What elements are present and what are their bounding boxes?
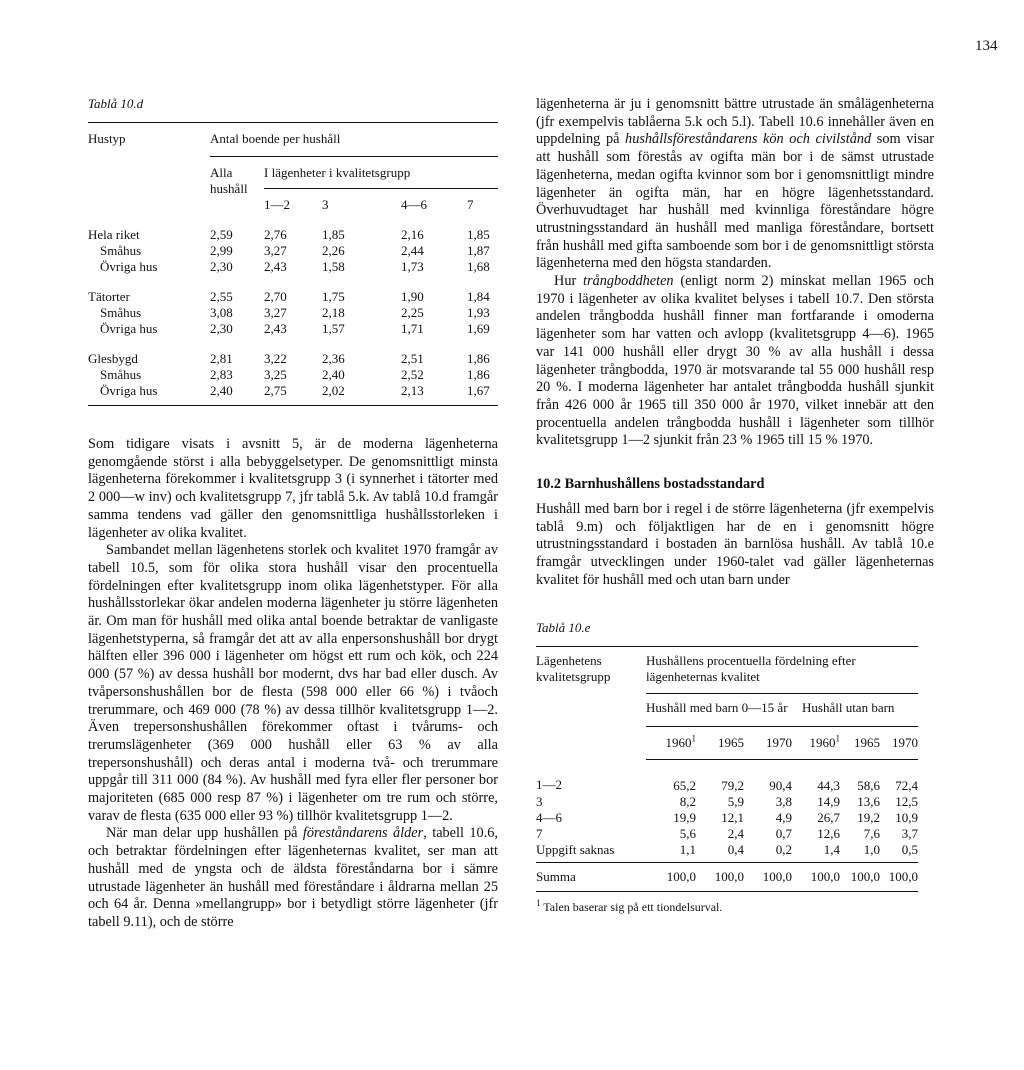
total-label: Summa [536,862,646,891]
table-cell: 3,27 [264,243,287,258]
table-row [536,759,918,794]
table-cell: 2,40 [210,383,264,406]
footnote-mark: 1 [536,897,541,908]
table-cell: 2,25 [401,305,424,320]
table-cell: 12,5 [895,793,918,809]
table-cell: 2,51 [401,351,424,366]
col-year [840,726,880,759]
year-label: 1960 [809,734,836,750]
table-cell: 5,6 [679,825,696,841]
table-cell: 19,9 [673,809,696,825]
col-hushallens-fordelning: Hushållens procentuella fördelning efter lägenheternas kvalitet [646,646,918,693]
table-cell: 1,67 [443,383,498,406]
table-cell: 3,22 [264,351,287,366]
table-cell: 1,85 [467,227,490,242]
col-group-1: 1—2 [264,189,322,228]
left-paragraph-3 [88,825,498,931]
table-cell: 0,2 [744,842,792,863]
table-cell: 0,5 [880,842,918,863]
left-p3-b: , tabell 10.6, och betraktar fördelningen efter lägenheternas kvalitet, ser man att hushåll med de yngsta och de äldsta föreståndarna bor i sämre utrustade lägenheter än hushåll med föreståndare i åldrarna mellan 25 och 64 år. Denna »mellangrupp» bor i betydligt större lägenheter (jfr tabell 9.11), och de större [88,825,498,930]
table-row [88,275,498,305]
left-p3-a: När man delar upp hushållen på [106,825,303,842]
table-row [536,810,918,826]
row-label: Övriga hus [100,321,158,336]
table-cell: 1,0 [840,842,880,863]
table-row [88,227,498,243]
table-cell: 1,73 [401,259,424,274]
total-cell: 100,0 [646,862,696,891]
table-row [536,842,918,863]
table-cell: 2,76 [264,227,287,242]
table-cell: 1,93 [467,305,490,320]
table-d-caption: Tablå 10.d [88,96,144,111]
year-label: 1965 [854,734,880,750]
table-cell: 2,52 [401,367,424,382]
row-label: Övriga hus [88,383,210,406]
col-year [646,726,696,759]
table-d [88,122,498,406]
table-cell: 1,75 [322,289,345,304]
total-cell: 100,0 [792,862,840,891]
table-cell: 1,69 [467,321,490,336]
total-row [536,862,918,891]
table-cell: 1,84 [467,289,490,304]
table-cell: 13,6 [857,793,880,809]
right-p2-emphasis: trångboddheten [583,273,674,290]
row-label: 1—2 [536,777,562,793]
table-cell: 1,68 [467,259,490,274]
year-footnote-mark: 1 [691,733,696,744]
table-cell: 14,9 [817,793,840,809]
table-cell: 1,4 [792,842,840,863]
table-cell: 26,7 [817,809,840,825]
row-label: Övriga hus [100,259,158,274]
table-row [88,243,498,259]
table-cell: 1,57 [322,321,345,336]
table-cell: 2,02 [322,383,385,406]
col-antal-boende [210,123,498,157]
table-cell: 90,4 [769,777,792,793]
col-lagenhetens-kvalitetsgrupp: Lägenhetens kvalitetsgrupp [536,646,646,759]
left-p3-emphasis: föreståndarens ålder [302,825,424,842]
right-p2-b: (enligt norm 2) minskat mellan 1965 och 1970 i lägenheter av olika kvalitet belyses i tabell 10.7. Den största andelen trångbodda hushåll finner man fortfarande i omoderna lägenheter som har vatten och avlopp (kvalitetsgrupp 4—6). 1965 var 141 000 hushåll eller drygt 30 % av alla hushåll i dessa lägenheter trångbodda, 1970 är motsvarande tal 55 000 hushåll resp 20 %. I moderna lägenheter har antalet trångbodda hushåll sjunkit från 426 000 år 1965 till 350 000 år 1970, vilket innebär att den procentuella andelen trångbodda hushåll i lägenheter som tillhör kvalitetsgrupp 1—2 sjunkit från 23 % 1965 till 15 % 1970. [536,273,935,449]
col-lagenheter-kvalitetsgrupp: I lägenheter i kvalitetsgrupp [264,157,498,189]
table-cell: 2,44 [401,243,424,258]
left-column [88,96,498,932]
year-label: 1970 [892,734,918,750]
page-number: 134 [975,38,998,54]
table-cell: 1,87 [467,243,490,258]
row-label: 4—6 [536,809,562,825]
table-cell: 2,18 [322,305,345,320]
table-cell: 3,25 [264,367,287,382]
table-cell: 2,99 [210,243,233,258]
footnote-text: Talen baserar sig på ett tiondelsurval. [543,899,723,914]
col-year [792,726,840,759]
table-cell: 0,4 [696,842,744,863]
row-label: Hela riket [88,227,140,242]
right-paragraph-3: Hushåll med barn bor i regel i de större lägenheterna (jfr exempelvis tablå 9.m) och följaktligen har de en i genomsnitt högre utrustningsstandard i bostaden än barnlösa hushåll. Av tablå 10.e framgår utvecklingen under 1960-talet vad gäller lägenheternas kvalitet för hushåll med och utan barn under [536,501,934,588]
col-group-4: 7 [443,189,498,228]
table-row [88,259,498,275]
table-cell: 4,9 [775,809,792,825]
table-cell: 1,58 [322,259,345,274]
table-e [536,646,918,892]
table-cell: 2,16 [401,227,424,242]
table-row [88,321,498,337]
row-label: Småhus [100,367,142,382]
row-label: 7 [536,825,543,841]
col-alla-hushall: Alla hushåll [210,157,264,228]
table-cell: 12,6 [817,825,840,841]
left-paragraph-2: Sambandet mellan lägenhetens storlek och kvalitet 1970 framgår av tabell 10.5, som för olika stora hushåll visar den procentuella fördelningen efter kvalitetsgrupp inom olika lägenhetstyper. För alla hushållsstorlekar ökar andelen moderna lägenheter ju större lägenheten är. Om man för hushåll med olika antal boende betraktar de vanligaste lägenhetstyperna, så framgår det att av alla enpersonshushåll bor drygt hälften eller 396 000 i lägenheter om högst ett rum och kök, och 224 000 (57 %) av dessa hushåll bor modernt, dvs har bad eller dusch. Av tvåpersonshushållen bor de flesta (598 000 eller 66 %) i tvåoch trerummare, och 469 000 (78 %) av dessa tillhör kvalitetsgrupp 1—2. Även trepersonshushållen förekommer oftast i tvårums- och trerumslägenheter (369 000 hushåll eller 63 % av alla trepersonshushåll) och deras antal i moderna två- och trerummare uppgår till 311 000 (84 %). Av hushåll med fyra eller fler personer bor majoriteten (685 000 resp 87 %) i lägenheter om tre rum och större, varav de flesta (635 000 eller 93 %) tillhör kvalitetsgrupp 1—2. [88,542,498,824]
table-cell: 44,3 [817,777,840,793]
right-p1-emphasis: hushållsföreståndarens kön och civilstånd [625,131,872,148]
table-cell: 19,2 [857,809,880,825]
col-group-3: 4—6 [385,189,443,228]
table-cell: 58,6 [857,777,880,793]
table-cell: 5,9 [727,793,744,809]
col-year [696,726,744,759]
col-med-barn: Hushåll med barn 0—15 år [646,693,792,726]
total-cell: 100,0 [744,862,792,891]
row-label: 3 [536,793,543,809]
table-cell: 2,30 [210,321,233,336]
year-label: 1970 [766,734,792,750]
table-e-body [536,759,918,891]
row-label: Småhus [100,243,142,258]
table-cell: 2,75 [264,383,322,406]
table-cell: 2,70 [264,289,287,304]
right-p1-b: som visar att hushåll som förestås av ogifta män bor i de sämst utrustade lägenheterna, medan ogifta kvinnor som bor i genomsnittligt mindre lägenheter än ogifta män, har en högre lägenhetsstandard. Överhuvudtaget har hushåll med kvinnliga föreståndare högre utrustningsstandard än hushåll med manliga föreståndare, bortsett från hushåll med gifta samboende som bor i de genomsnittligt största lägenheterna med den högsta standarden. [536,131,934,272]
col-utan-barn: Hushåll utan barn [792,693,918,726]
table-cell: 1,71 [401,321,424,336]
table-cell: 2,36 [322,351,345,366]
table-cell: 2,83 [210,367,233,382]
row-label: Uppgift saknas [536,842,646,863]
year-label: 1965 [718,734,744,750]
table-row [88,337,498,367]
table-cell: 2,43 [264,321,287,336]
table-cell: 12,1 [721,809,744,825]
row-label: Tätorter [88,289,130,304]
right-p2-a: Hur [554,273,584,290]
section-heading: 10.2 Barnhushållens bostadsstandard [536,476,765,493]
table-cell: 10,9 [895,809,918,825]
table-cell: 1,86 [467,367,490,382]
table-cell: 3,27 [264,305,287,320]
table-cell: 1,1 [646,842,696,863]
table-cell: 7,6 [863,825,880,841]
table-cell: 2,26 [322,243,345,258]
table-cell: 2,59 [210,227,233,242]
right-paragraph-1 [536,96,934,273]
table-e-footnote [536,897,934,915]
table-cell: 2,40 [322,367,345,382]
table-cell: 2,55 [210,289,233,304]
table-cell: 3,7 [901,825,918,841]
table-row [536,794,918,810]
right-column [536,96,934,915]
col-year [744,726,792,759]
year-label: 1960 [665,734,692,750]
table-cell: 0,7 [775,825,792,841]
table-cell: 3,8 [775,793,792,809]
row-label: Glesbygd [88,351,138,366]
col-hustyp: Hustyp [88,123,210,228]
table-cell: 2,81 [210,351,233,366]
right-p1-a: lägenheterna är ju i genomsnitt bättre utrustade än smålägenheterna (jfr exempelvis tablåerna 5.k och 5.l). Tabell 10.6 innehåller även en uppdelning på [536,96,934,148]
total-cell: 100,0 [880,862,918,891]
table-d-body [88,227,498,406]
table-cell: 1,85 [322,227,345,242]
table-row [536,826,918,842]
table-cell: 2,30 [210,259,233,274]
right-paragraph-2 [536,273,934,450]
table-cell: 3,08 [210,305,233,320]
table-cell: 2,43 [264,259,287,274]
table-cell: 1,86 [467,351,490,366]
table-cell: 79,2 [721,777,744,793]
table-cell: 72,4 [895,777,918,793]
table-cell: 1,90 [401,289,424,304]
table-cell: 65,2 [673,777,696,793]
total-cell: 100,0 [840,862,880,891]
row-label: Småhus [100,305,142,320]
col-antal-boende-label: Antal boende per hushåll [210,131,341,146]
col-group-2: 3 [322,189,385,228]
year-footnote-mark: 1 [835,733,840,744]
table-cell: 2,13 [385,383,443,406]
table-row [88,305,498,321]
left-paragraph-1: Som tidigare visats i avsnitt 5, är de moderna lägenheterna genomgående störst i alla bebyggelsetyper. De genomsnittligt minsta lägenheterna förekommer i kvalitetsgrupp 3 (i synnerhet i tätorter med 2 000—w inv) och kvalitetsgrupp 7, jfr tablå 5.k. Av tablå 10.d framgår samma tendens vad gäller den genomsnittliga hushållsstorleken i lägenheter av olika kvalitet. [88,436,498,541]
table-e-caption: Tablå 10.e [536,619,591,635]
table-cell: 8,2 [679,793,696,809]
table-row [88,383,498,406]
table-row [88,367,498,383]
total-cell: 100,0 [696,862,744,891]
col-year [880,726,918,759]
table-cell: 2,4 [727,825,744,841]
